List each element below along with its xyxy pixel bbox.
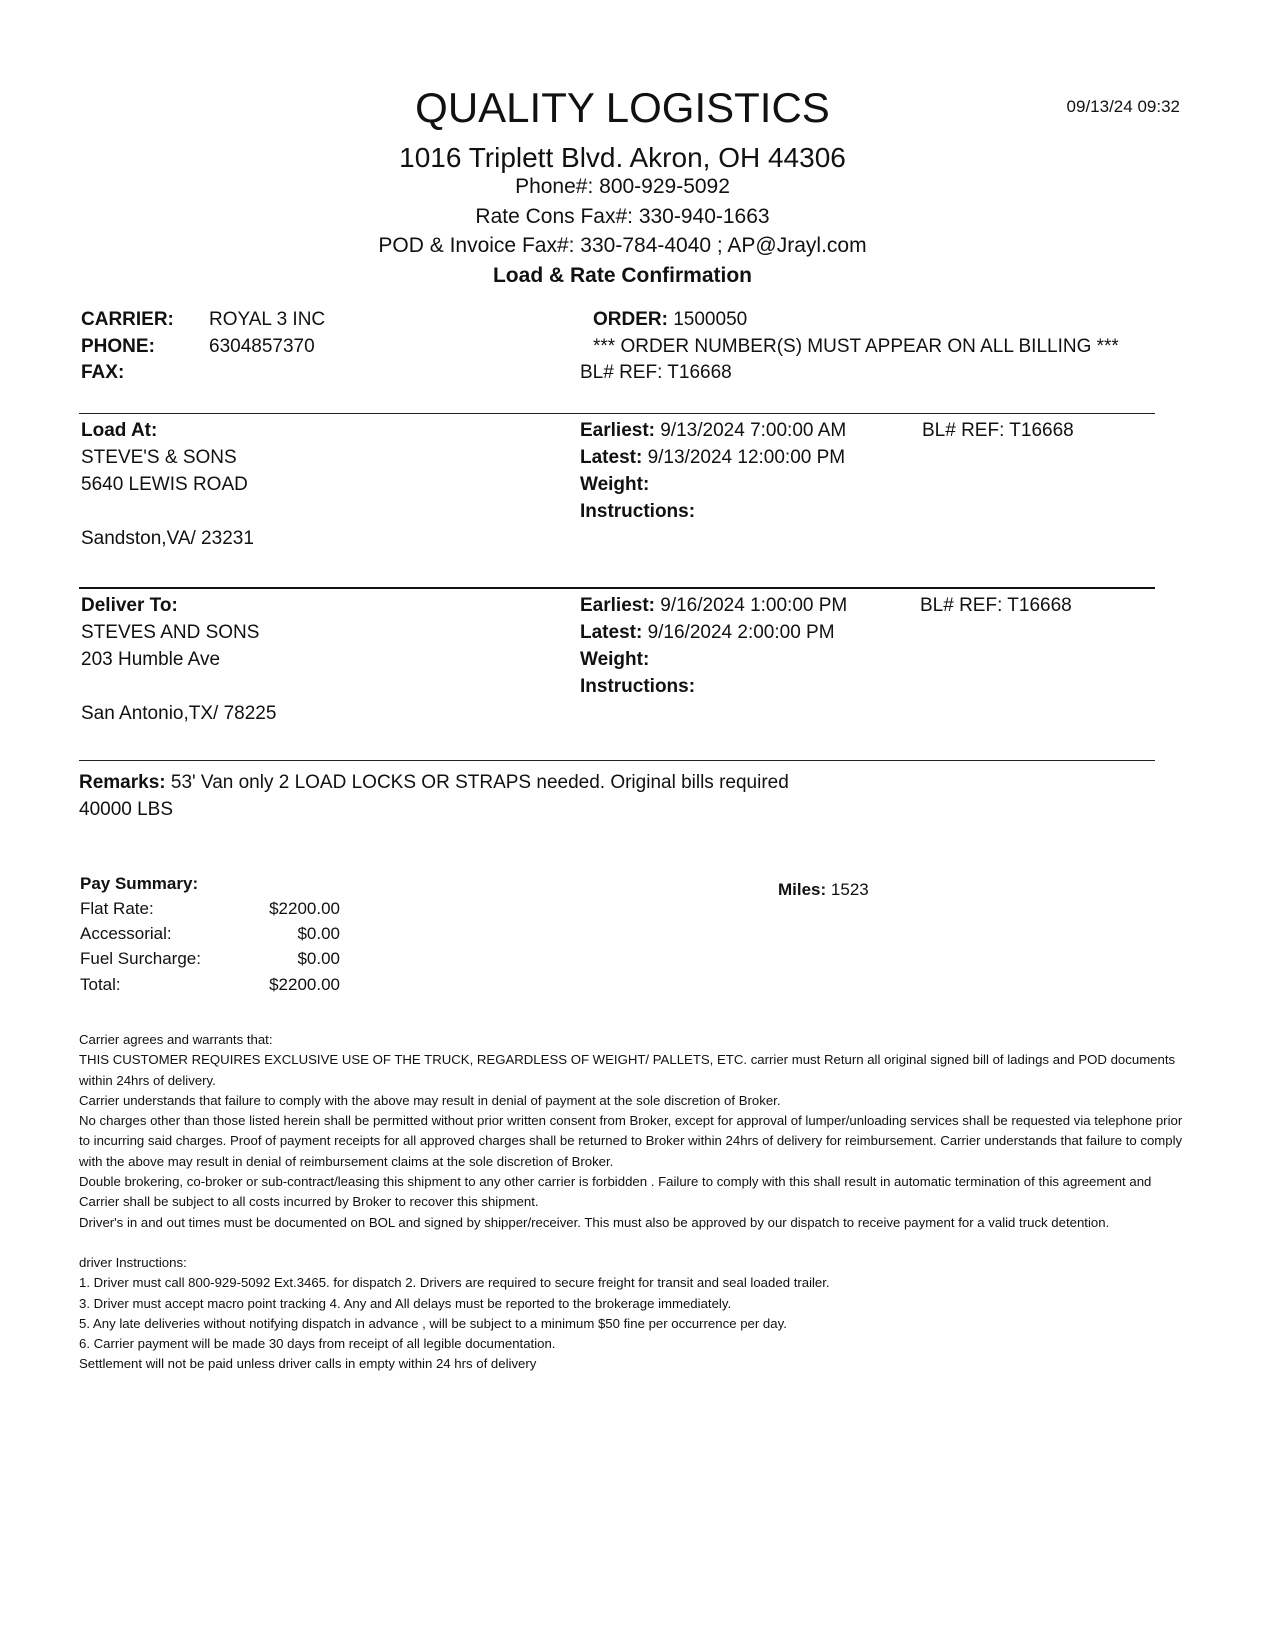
driver-instruction: 3. Driver must accept macro point tracking 4. Any and All delays must be reported to the brokerage immediately. xyxy=(79,1295,732,1311)
deliver-to-name: STEVES AND SONS xyxy=(81,622,260,643)
driver-instructions-heading: driver Instructions: xyxy=(79,1254,187,1270)
load-at-earliest xyxy=(580,420,846,442)
deliver-to-street: 203 Humble Ave xyxy=(81,649,221,670)
load-at-city: Sandston,VA/ 23231 xyxy=(81,528,254,549)
pay-summary-heading: Pay Summary: xyxy=(80,874,199,893)
remarks xyxy=(79,772,789,794)
earliest-value: 9/13/2024 7:00:00 AM xyxy=(660,420,847,441)
deliver-to-bl-ref: BL# REF: T16668 xyxy=(920,595,1072,616)
order-billing-notice: *** ORDER NUMBER(S) MUST APPEAR ON ALL BILLING *** xyxy=(593,336,1119,357)
load-at-street: 5640 LEWIS ROAD xyxy=(81,474,248,495)
driver-instruction: 5. Any late deliveries without notifying dispatch in advance , will be subject to a minimum $50 fine per occurrence per day. xyxy=(79,1315,787,1331)
load-at-weight-label: Weight: xyxy=(580,474,650,495)
pay-row-label: Fuel Surcharge: xyxy=(80,949,201,968)
document-title: Load & Rate Confirmation xyxy=(492,264,752,287)
remarks-line2: 40000 LBS xyxy=(79,799,174,820)
pay-row-value: $0.00 xyxy=(297,924,340,943)
terms-line: Double brokering, co-broker or sub-contract/leasing this shipment to any other carrier is forbidden . Failure to comply with this shall result in automatic termination of this agreement and Carrier shall be subject to all costs incurred by Broker to recover this shipment. xyxy=(79,1174,1152,1210)
carrier-label: CARRIER: xyxy=(81,309,174,330)
phone-value: 6304857370 xyxy=(209,336,315,357)
remarks-line1: 53' Van only 2 LOAD LOCKS OR STRAPS needed. Original bills required xyxy=(170,772,789,793)
terms-line: Driver's in and out times must be documented on BOL and signed by shipper/receiver. This must also be approved by our dispatch to receive payment for a valid truck detention. xyxy=(79,1214,1110,1230)
driver-instruction: 1. Driver must call 800-929-5092 Ext.3465. for dispatch 2. Drivers are required to secure freight for transit and seal loaded trailer. xyxy=(79,1275,830,1291)
deliver-to-latest xyxy=(580,622,835,644)
pay-row-value: $0.00 xyxy=(297,949,340,968)
deliver-to-earliest xyxy=(580,595,847,617)
latest-label: Latest: xyxy=(580,447,643,468)
terms-line: Carrier understands that failure to comply with the above may result in denial of payment at the sole discretion of Broker. xyxy=(79,1092,781,1108)
earliest-value: 9/16/2024 1:00:00 PM xyxy=(660,595,848,616)
load-at-name: STEVE'S & SONS xyxy=(81,447,237,468)
order-number xyxy=(593,309,747,331)
terms-line: THIS CUSTOMER REQUIRES EXCLUSIVE USE OF THE TRUCK, REGARDLESS OF WEIGHT/ PALLETS, ETC. carrier must Return all original signed bill of ladings and POD documents within 24hrs of delivery. xyxy=(79,1052,1176,1088)
terms-line: Carrier agrees and warrants that: xyxy=(79,1032,273,1047)
remarks-label: Remarks: xyxy=(79,772,166,793)
order-value: 1500050 xyxy=(673,309,748,330)
deliver-to-weight-label: Weight: xyxy=(580,649,650,670)
deliver-to-city: San Antonio,TX/ 78225 xyxy=(81,703,277,724)
pay-row-label: Accessorial: xyxy=(80,924,172,943)
earliest-label: Earliest: xyxy=(580,595,655,616)
company-phone: Phone#: 800-929-5092 xyxy=(515,175,730,198)
pay-row-value: $2200.00 xyxy=(269,899,340,918)
latest-value: 9/13/2024 12:00:00 PM xyxy=(647,447,846,468)
fax-label: FAX: xyxy=(81,362,125,383)
deliver-to-instructions-label: Instructions: xyxy=(580,676,696,697)
pod-invoice-fax: POD & Invoice Fax#: 330-784-4040 ; AP@Jrayl.com xyxy=(378,234,867,257)
latest-value: 9/16/2024 2:00:00 PM xyxy=(647,622,835,643)
miles-value: 1523 xyxy=(830,880,869,899)
company-name: QUALITY LOGISTICS xyxy=(415,84,830,131)
load-at-heading: Load At: xyxy=(81,420,158,441)
load-at-bl-ref: BL# REF: T16668 xyxy=(922,420,1074,441)
pay-row-label: Total: xyxy=(80,975,121,994)
carrier-value: ROYAL 3 INC xyxy=(209,309,326,330)
pay-row-value: $2200.00 xyxy=(269,975,340,994)
load-at-instructions-label: Instructions: xyxy=(580,501,696,522)
section-divider xyxy=(79,587,1155,589)
order-bl-ref: BL# REF: T16668 xyxy=(580,362,732,383)
pay-row-label: Flat Rate: xyxy=(80,899,154,918)
phone-label: PHONE: xyxy=(81,336,155,357)
company-address: 1016 Triplett Blvd. Akron, OH 44306 xyxy=(399,142,846,173)
terms-and-conditions xyxy=(79,1030,1189,1375)
order-label: ORDER: xyxy=(593,309,668,330)
earliest-label: Earliest: xyxy=(580,420,655,441)
terms-line: No charges other than those listed herein shall be permitted without prior written consent from Broker, except for approval of lumper/unloading services shall be requested via telephone prior to incurring said charges. Proof of payment receipts for all approved charges shall be returned to Broker within 24hrs of delivery for reimbursement. Carrier understands that failure to comply with the above may result in denial of reimbursement claims at the sole discretion of Broker. xyxy=(79,1113,1183,1169)
latest-label: Latest: xyxy=(580,622,643,643)
divider xyxy=(79,760,1155,761)
print-timestamp: 09/13/24 09:32 xyxy=(1066,97,1180,116)
miles-label: Miles: xyxy=(778,880,827,899)
divider xyxy=(79,413,1155,414)
driver-instruction: Settlement will not be paid unless driver calls in empty within 24 hrs of delivery xyxy=(79,1356,537,1372)
deliver-to-heading: Deliver To: xyxy=(81,595,178,616)
miles xyxy=(778,880,869,900)
driver-instruction: 6. Carrier payment will be made 30 days from receipt of all legible documentation. xyxy=(79,1336,556,1352)
rate-cons-fax: Rate Cons Fax#: 330-940-1663 xyxy=(475,205,770,228)
load-at-latest xyxy=(580,447,845,469)
